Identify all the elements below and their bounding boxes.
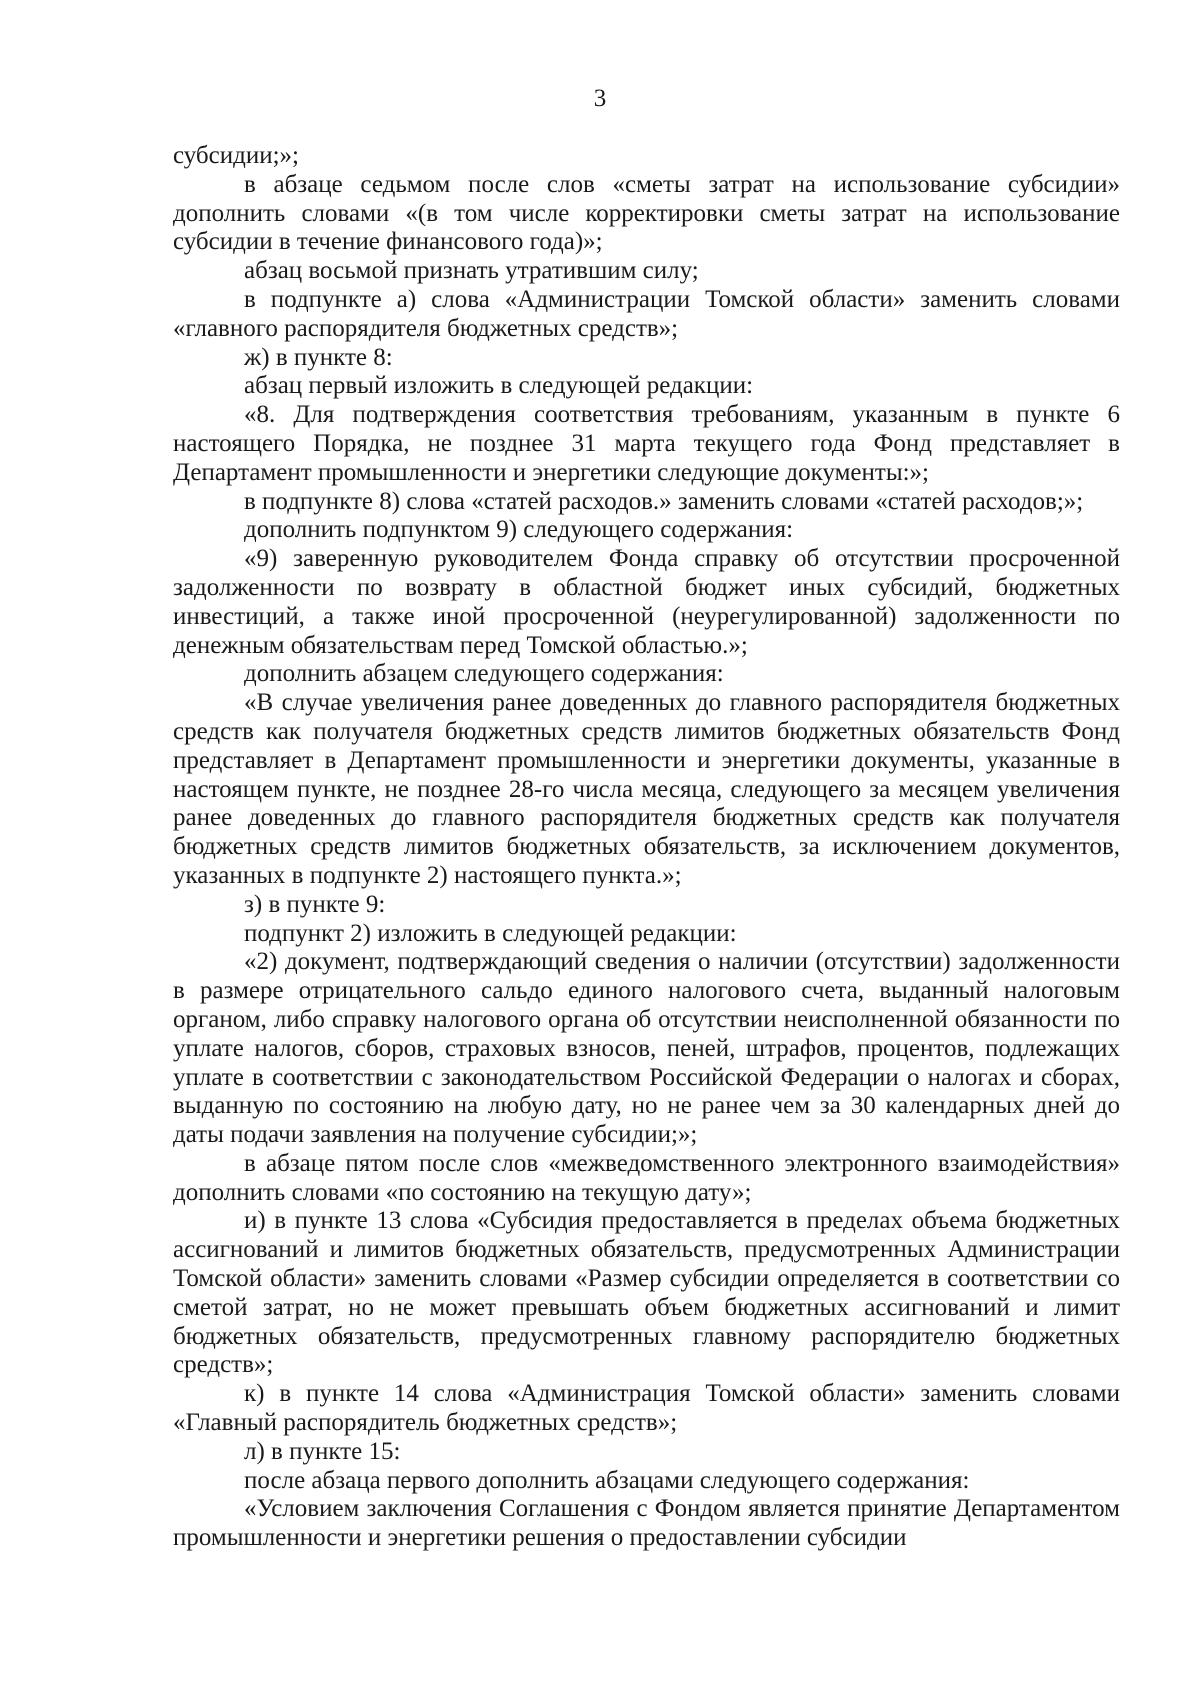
paragraph: и) в пункте 13 слова «Субсидия предоставляется в пределах объема бюджетных ассигнований и лимитов бюджетных обязательств, предусмотренных Администрации Томской области» заменить словами «Размер субсидии определяется в соответствии со сметой затрат, но не может превышать объем бюджетных ассигнований и лимит бюджетных обязательств, предусмотренных главному распорядителю бюджетных средств»; — [173, 1207, 1120, 1379]
paragraph: «2) документ, подтверждающий сведения о наличии (отсутствии) задолженности в размере отрицательного сальдо единого налогового счета, выданный налоговым органом, либо справку налогового органа об отсутствии неисполненной обязанности по уплате налогов, сборов, страховых взносов, пеней, штрафов, процентов, подлежащих уплате в соответствии с законодательством Российской Федерации о налогах и сборах, выданную по состоянию на любую дату, но не ранее чем за 30 календарных дней до даты подачи заявления на получение субсидии;»; — [173, 948, 1120, 1149]
paragraph: в абзаце пятом после слов «межведомственного электронного взаимодействия» дополнить словами «по состоянию на текущую дату»; — [173, 1149, 1120, 1206]
paragraph: в подпункте 8) слова «статей расходов.» заменить словами «статей расходов;»; — [244, 487, 1084, 515]
paragraph: подпункт 2) изложить в следующей редакции: — [244, 919, 737, 947]
paragraph: в абзаце седьмом после слов «сметы затрат на использование субсидии» дополнить словами «(в том числе корректировки сметы затрат на использование субсидии в течение финансового года)»; — [173, 170, 1120, 256]
paragraph: абзац первый изложить в следующей редакции: — [244, 372, 754, 400]
paragraph: к) в пункте 14 слова «Администрация Томской области» заменить словами «Главный распорядитель бюджетных средств»; — [173, 1380, 1120, 1437]
paragraph: ж) в пункте 8: — [244, 343, 393, 371]
page-number: 3 — [593, 85, 607, 112]
paragraph: в подпункте а) слова «Администрации Томской области» заменить словами «главного распорядителя бюджетных средств»; — [173, 285, 1120, 342]
paragraph: з) в пункте 9: — [244, 890, 386, 918]
paragraph: «8. Для подтверждения соответствия требованиям, указанным в пункте 6 настоящего Порядка, не позднее 31 марта текущего года Фонд представляет в Департамент промышленности и энергетики следующие документы:»; — [173, 401, 1120, 486]
paragraph: «Условием заключения Соглашения с Фондом является принятие Департаментом промышленности и энергетики решения о предоставлении субсидии — [173, 1495, 1120, 1552]
paragraph: «9) заверенную руководителем Фонда справку об отсутствии просроченной задолженности по возврату в областной бюджет иных субсидий, бюджетных инвестиций, а также иной просроченной (неурегулированной) задолженности по денежным обязательствам перед Томской областью.»; — [173, 545, 1120, 659]
document-body — [173, 142, 1120, 1553]
paragraph: субсидии;»; — [173, 142, 300, 169]
paragraph: дополнить подпунктом 9) следующего содержания: — [244, 516, 794, 544]
paragraph: дополнить абзацем следующего содержания: — [244, 660, 724, 688]
paragraph: л) в пункте 15: — [244, 1437, 401, 1465]
paragraph: «В случае увеличения ранее доведенных до главного распорядителя бюджетных средств как получателя бюджетных средств лимитов бюджетных обязательств Фонд представляет в Департамент промышленности и энергетики документы, указанные в настоящем пункте, не позднее 28-го числа месяца, следующего за месяцем увеличения ранее доведенных до главного распорядителя бюджетных средств как получателя бюджетных средств лимитов бюджетных обязательств, за исключением документов, указанных в подпункте 2) настоящего пункта.»; — [173, 689, 1120, 889]
paragraph: после абзаца первого дополнить абзацами следующего содержания: — [244, 1466, 970, 1494]
paragraph: абзац восьмой признать утратившим силу; — [244, 257, 699, 285]
